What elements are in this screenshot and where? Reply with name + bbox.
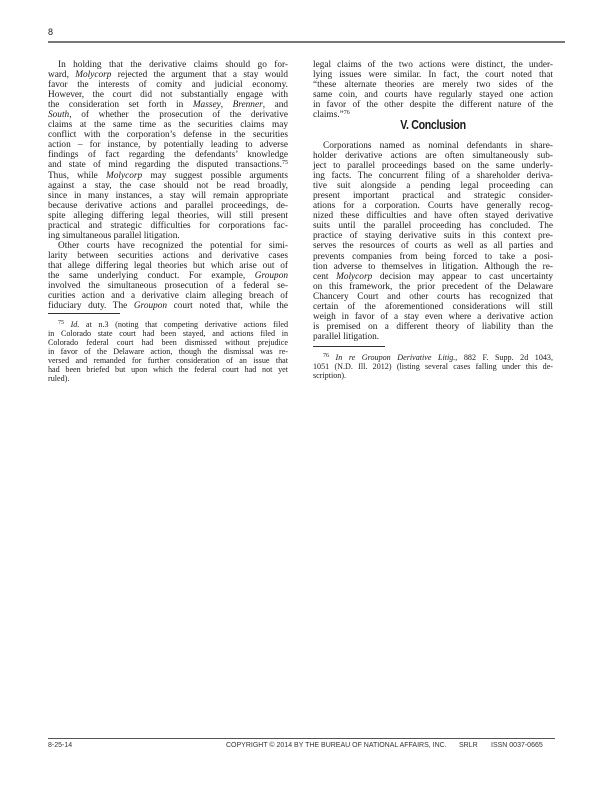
italic-text: South [48, 110, 70, 121]
italic-text: Molycorp [106, 170, 143, 181]
text-line [313, 151, 553, 161]
footnote-ref: 75 [58, 319, 64, 326]
text-line [313, 371, 553, 380]
text-line [48, 301, 288, 311]
text-segment: conflict with the corporation’s defense in the securities [48, 130, 288, 141]
text-line [313, 141, 553, 151]
italic-text: Molycorp [336, 271, 373, 282]
text-line [313, 262, 553, 272]
text-segment: nized these difficulties and have often stayed derivative [313, 211, 553, 222]
text-line [313, 70, 553, 80]
text-line [48, 231, 288, 241]
text-segment: rejected the argument that a stay would [111, 70, 288, 81]
text-line [313, 201, 553, 211]
text-line [313, 60, 553, 70]
text-segment: practical and strategic difficulties for corporations fac- [48, 220, 288, 231]
text-segment: Thus, while [48, 170, 107, 181]
text-segment: larity between securities actions and derivative cases [48, 250, 288, 261]
text-line [48, 120, 288, 130]
text-segment: ject to parallel proceedings based on the same underly- [313, 161, 553, 172]
footer-date: 8-25-14 [48, 742, 73, 749]
footnote-rule-left [48, 313, 120, 314]
footer-rule [48, 738, 555, 739]
text-line [313, 221, 553, 231]
text-segment: against a stay, the case should not be read broadly, [48, 180, 288, 191]
text-segment: , and [262, 100, 288, 111]
right-column-top [313, 60, 553, 120]
text-line [48, 251, 288, 261]
text-line [48, 130, 288, 140]
text-segment: 1051 (N.D. Ill. 2012) (listing several cases falling under this de- [313, 362, 553, 371]
text-line [313, 282, 553, 292]
text-line [313, 332, 553, 342]
text-segment: in Colorado state court had been stayed, and actions filed in [48, 329, 288, 338]
text-segment: scription). [313, 371, 347, 380]
footnote-76 [313, 353, 553, 380]
text-segment: legal claims of the two actions were distinct, the under- [313, 60, 553, 70]
text-line [313, 353, 553, 362]
left-column-body [48, 60, 288, 311]
text-line [48, 211, 288, 221]
text-segment: and state of mind regarding the disputed transactions. [48, 160, 282, 171]
text-segment: lying issues were similar. In fact, the court noted that [313, 70, 553, 81]
text-segment: action – for instance, by potentially leading to adverse [48, 140, 288, 151]
text-segment: “these alternate theories are merely two sides of the [313, 80, 553, 91]
text-line [313, 312, 553, 322]
text-line [48, 150, 288, 160]
text-line [313, 252, 553, 262]
text-segment: the consideration set forth in [48, 100, 193, 111]
text-segment: decision may appear to cast uncertainty [372, 271, 553, 282]
text-segment: present important practical and strategic consider- [313, 191, 553, 202]
text-segment: involved the simultaneous prosecution of a federal se- [48, 281, 288, 292]
text-line [313, 302, 553, 312]
text-line [48, 281, 288, 291]
text-line [313, 161, 553, 171]
text-segment: fiduciary duty. The [48, 301, 134, 312]
text-line [48, 221, 288, 231]
text-segment: court noted that, while the [167, 301, 288, 312]
text-segment: , [220, 100, 233, 111]
text-segment: in favor of the other despite the different nature of the [313, 100, 553, 111]
text-line [313, 292, 553, 302]
text-segment: in favor of the Delaware action, though the dismissal was re- [48, 347, 288, 356]
text-segment: prevents companies from being forced to take a posi- [313, 251, 553, 262]
text-segment: Colorado federal court had been dismissed without prejudice [48, 338, 288, 347]
text-segment: In holding that the derivative claims should go for- [58, 60, 288, 70]
text-segment: findings of fact regarding the defendants’ knowledge [48, 150, 288, 161]
text-segment: cent [313, 271, 337, 282]
text-line [48, 90, 288, 100]
text-segment: serves the resources of courts as well as all parties and [313, 241, 553, 252]
text-segment: However, the court did not substantially engage with [48, 90, 288, 101]
text-line [313, 231, 553, 241]
text-segment: parallel litigation. [313, 331, 380, 342]
text-segment: versed and remanded for further consideration of an issue that [48, 356, 288, 365]
conclusion-body [313, 141, 553, 342]
italic-text: Molycorp [75, 70, 112, 81]
text-line [313, 272, 553, 282]
text-line [313, 362, 553, 371]
text-segment: on this framework, the prior precedent of the Delaware [313, 281, 553, 292]
text-segment: tion adverse to themselves in litigation. Although the re- [313, 261, 553, 272]
text-segment: practice of staying derivative suits in this context pre- [313, 231, 553, 242]
header-rule [48, 41, 565, 43]
text-segment: holder derivative actions are often simultaneously sub- [313, 151, 553, 162]
text-line [48, 201, 288, 211]
text-line [313, 90, 553, 100]
text-line [48, 374, 288, 383]
text-segment: curities action and a derivative claim alleging breach of [48, 291, 288, 302]
footer-issn: ISSN 0037-0665 [491, 742, 543, 749]
footnote-ref: 76 [343, 109, 350, 116]
text-segment: is premised on a different theory of liability than the [313, 321, 553, 332]
italic-text: Groupon [254, 270, 288, 281]
text-line [48, 80, 288, 90]
text-segment: weigh in favor of a stay even where a derivative action [313, 311, 553, 322]
text-segment: tive suit alongside a pending legal proceeding can [313, 181, 553, 192]
text-segment: claims.” [313, 110, 344, 121]
text-segment [64, 320, 71, 329]
text-segment: had been briefed but upon which the federal court had not yet [48, 365, 288, 374]
text-segment: since in many instances, a stay will remain appropriate [48, 190, 288, 201]
italic-text: Id. [70, 320, 80, 329]
text-segment: ing simultaneous parallel litigation. [48, 230, 180, 241]
footnote-75 [48, 320, 288, 383]
text-segment: because derivative actions and parallel proceedings, de- [48, 200, 288, 211]
text-line [313, 241, 553, 251]
text-line [48, 181, 288, 191]
text-segment: claims at the same time as the securities claims may [48, 120, 288, 131]
text-line [48, 171, 288, 181]
text-segment: , of whether the prosecution of the derivative [69, 110, 288, 121]
text-line [48, 191, 288, 201]
text-line [48, 241, 288, 251]
text-segment: ruled). [48, 374, 70, 383]
text-line [48, 329, 288, 338]
footer-copyright: COPYRIGHT © 2014 BY THE BUREAU OF NATIONAL AFFAIRS, INC. [226, 742, 447, 749]
text-line [48, 347, 288, 356]
italic-text: Groupon [133, 301, 168, 312]
italic-text: In re Groupon Derivative Litig. [335, 353, 456, 362]
text-line [48, 320, 288, 329]
text-line [313, 181, 553, 191]
text-line [313, 171, 553, 181]
text-line [48, 338, 288, 347]
italic-text: Brenner [232, 100, 263, 111]
text-segment: at n.3 (noting that competing derivative actions filed [79, 320, 288, 329]
text-line [313, 211, 553, 221]
text-segment: , 882 F. Supp. 2d 1043, [455, 353, 553, 362]
section-heading: V. Conclusion [400, 118, 466, 132]
text-segment: Other courts have recognized the potential for simi- [58, 240, 288, 251]
footnote-ref: 76 [323, 352, 329, 359]
footnote-ref: 75 [282, 159, 288, 166]
text-line [313, 100, 553, 110]
footnote-rule-right [313, 346, 385, 347]
text-segment: same coin, and courts have regularly stayed one action [313, 90, 553, 101]
text-line [48, 110, 288, 120]
text-segment: that allege differing legal theories but which arise out of [48, 260, 288, 271]
text-segment: may suggest possible arguments [142, 170, 288, 181]
footer-journal: SRLR [459, 742, 478, 749]
text-line [48, 70, 288, 80]
text-segment: certain of the aforementioned considerations will still [313, 301, 553, 312]
text-line [313, 80, 553, 90]
text-line [48, 291, 288, 301]
text-line [48, 365, 288, 374]
text-segment: ations for a corporation. Courts have generally recog- [313, 201, 553, 212]
text-line [313, 322, 553, 332]
italic-text: Massey [192, 100, 221, 111]
text-segment: ward, [48, 70, 76, 81]
text-line [48, 160, 288, 170]
text-segment: suits until the parallel proceeding has concluded. The [313, 221, 553, 232]
text-line [48, 356, 288, 365]
page-number: 8 [48, 27, 54, 37]
text-line [313, 191, 553, 201]
text-line [48, 60, 288, 70]
text-line [48, 140, 288, 150]
text-segment: Corporations named as nominal defendants in share- [323, 141, 553, 151]
text-segment: ing facts. The concurrent filing of a shareholder deriva- [313, 171, 553, 182]
text-segment: Chancery Court and other courts has recognized that [313, 291, 553, 302]
text-segment: spite alleging differing legal theories, will still present [48, 210, 288, 221]
text-segment: favor the interests of comity and judicial economy. [48, 80, 288, 91]
text-line [48, 261, 288, 271]
text-line [48, 100, 288, 110]
text-segment: the same underlying conduct. For example, [48, 270, 255, 281]
text-line [48, 271, 288, 281]
